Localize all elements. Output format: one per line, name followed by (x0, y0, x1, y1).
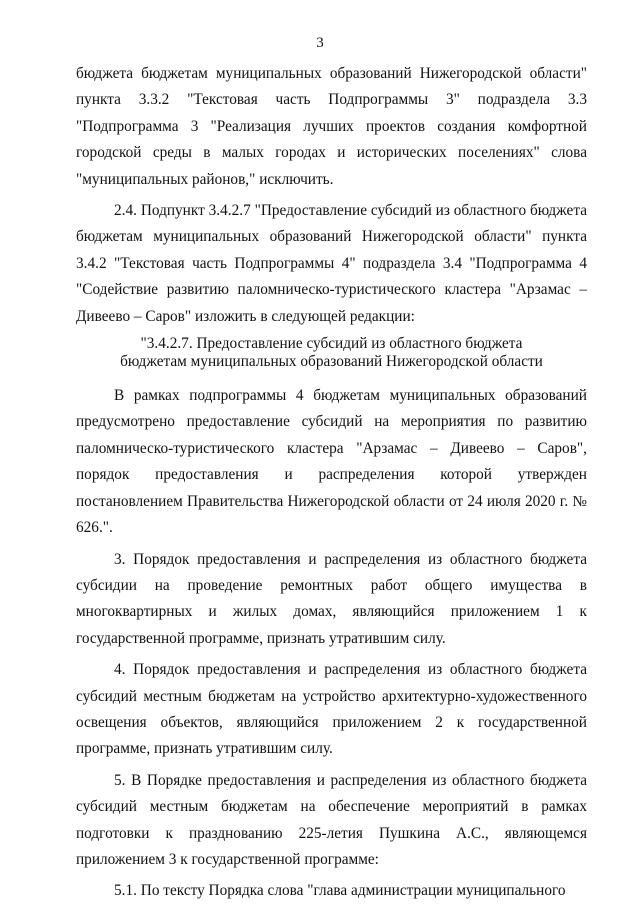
paragraph-3: 3. Порядок предоставления и распределения из областного бюджета субсидии на проведение ремонтных работ общего имущества в многоквартирных и жилых домах, являющийся приложением 1 к государственной программе, признать утратившим силу. (76, 550, 587, 647)
paragraph-5-1: 5.1. По тексту Порядка слова "глава администрации муниципального (114, 882, 566, 900)
document-body (76, 61, 587, 910)
heading-line-1: "3.4.2.7. Предоставление субсидий из областного бюджета (140, 335, 523, 353)
section-heading-3-4-2-7 (76, 335, 587, 371)
paragraph-5: 5. В Порядке предоставления и распределения из областного бюджета субсидий местным бюджетам на обеспечение мероприятий в рамках подготовки к празднованию 225-летия Пушкина А.С., являющемся приложением 3 к государственной программе: (76, 771, 587, 868)
paragraph-continuation: бюджета бюджетам муниципальных образований Нижегородской области" пункта 3.3.2 "Текстовая часть Подпрограммы 3" подраздела 3.3 "Подпрограмма 3 "Реализация лучших проектов создания комфортной городской среды в малых городах и исторических поселениях" слова "муниципальных районов," исключить. (76, 65, 587, 188)
paragraph-4: 4. Порядок предоставления и распределения из областного бюджета субсидий местным бюджетам на устройство архитектурно-художественного освещения объектов, являющийся приложением 2 к государственной программе, признать утратившим силу. (76, 661, 587, 758)
heading-line-2: бюджетам муниципальных образований Нижегородской области (120, 353, 543, 371)
page-number: 3 (316, 35, 324, 51)
paragraph-2-4: 2.4. Подпункт 3.4.2.7 "Предоставление субсидий из областного бюджета бюджетам муниципальных образований Нижегородской области" пункта 3.4.2 "Текстовая часть Подпрограммы 4" подраздела 3.4 "Подпрограмма 4 "Содействие развитию паломническо-туристического кластера "Арзамас – Дивеево – Саров" изложить в следующей редакции: (76, 202, 587, 325)
paragraph-subprogram-4: В рамках подпрограммы 4 бюджетам муниципальных образований предусмотрено предоставление субсидий на мероприятия по развитию паломническо-туристического кластера "Арзамас – Дивеево – Саров", порядок предоставления и распределения которой утвержден постановлением Правительства Нижегородской области от 24 июля 2020 г. № 626.". (76, 387, 587, 537)
